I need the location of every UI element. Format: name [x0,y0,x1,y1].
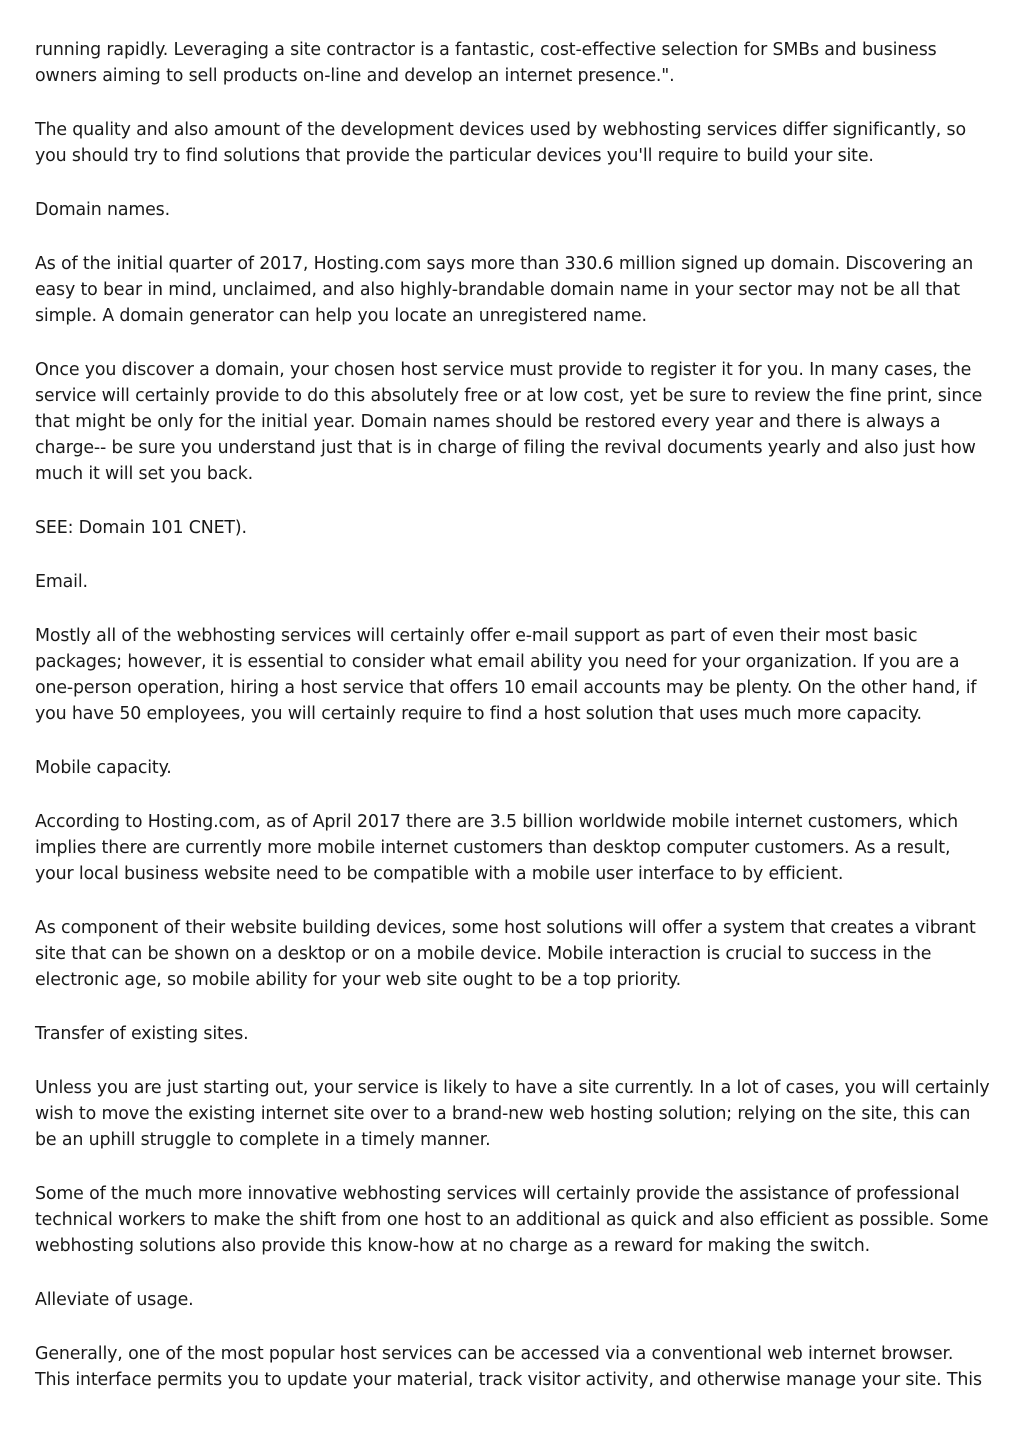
paragraph-see-reference: SEE: Domain 101 CNET). [35,518,247,538]
paragraph-domain-registration: Once you discover a domain, your chosen host service must provide to register it for you. In many cases, the service will certainly provide to do this absolutely free or at low cost, yet be sure to review the fine print, since that might be only for the initial year. Domain names should be restored every year and there is always a charge-- be sure you understand just that is in charge of filing the revival documents yearly and also just how much it will set you back. [35,360,983,484]
paragraph-mobile-customers: According to Hosting.com, as of April 2017 there are 3.5 billion worldwide mobile internet customers, which implies there are currently more mobile internet customers than desktop computer customers. As a result, your local business website need to be compatible with a mobile user interface to by efficient. [35,812,959,884]
heading-email: Email. [35,572,88,592]
heading-transfer-sites: Transfer of existing sites. [35,1024,249,1044]
heading-domain-names: Domain names. [35,200,170,220]
paragraph-email-support: Mostly all of the webhosting services will certainly offer e-mail support as part of even their most basic packages; however, it is essential to consider what email ability you need for your organization. If you are a one-person operation, hiring a host service that offers 10 email accounts may be plenty. On the other hand, if you have 50 employees, you will certainly require to find a host solution that uses much more capacity. [35,626,977,724]
paragraph-browser-access: Generally, one of the most popular host services can be accessed via a conventional web internet browser. This interface permits you to update your material, track visitor activity, and otherwise manage your site. This [35,1344,982,1390]
heading-mobile-capacity: Mobile capacity. [35,758,172,778]
paragraph-development-devices: The quality and also amount of the development devices used by webhosting services differ significantly, so you should try to find solutions that provide the particular devices you'll require to build your site. [35,120,966,166]
heading-ease-of-usage: Alleviate of usage. [35,1290,194,1310]
paragraph-technical-assistance: Some of the much more innovative webhosting services will certainly provide the assistance of professional technical workers to make the shift from one host to an additional as quick and also efficient as possible. Some webhosting solutions also provide this know-how at no charge as a reward for making the switch. [35,1184,989,1256]
document-page [35,37,991,1421]
paragraph-existing-site: Unless you are just starting out, your service is likely to have a site currently. In a lot of cases, you will certainly wish to move the existing internet site over to a brand-new web hosting solution; relying on the site, this can be an uphill struggle to complete in a timely manner. [35,1078,990,1150]
paragraph-continued-intro: running rapidly. Leveraging a site contractor is a fantastic, cost-effective selection for SMBs and business owners aiming to sell products on-line and develop an internet presence.". [35,40,937,86]
paragraph-domain-statistics: As of the initial quarter of 2017, Hosting.com says more than 330.6 million signed up domain. Discovering an easy to bear in mind, unclaimed, and also highly-brandable domain name in your sector may not be all that simple. A domain generator can help you locate an unregistered name. [35,254,974,326]
paragraph-mobile-building: As component of their website building devices, some host solutions will offer a system that creates a vibrant site that can be shown on a desktop or on a mobile device. Mobile interaction is crucial to success in the electronic age, so mobile ability for your web site ought to be a top priority. [35,918,976,990]
